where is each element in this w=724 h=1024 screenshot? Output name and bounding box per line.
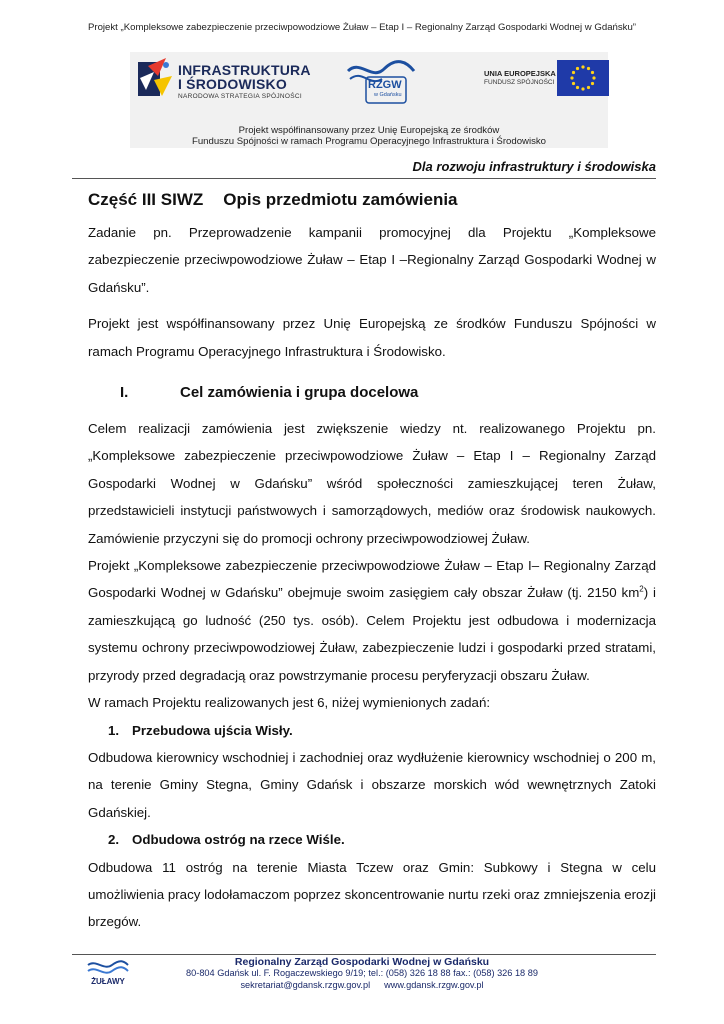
paragraph-goal: Celem realizacji zamówienia jest zwiększenie wiedzy nt. realizowanego Projektu pn. „Kompleksowe zabezpieczenie przeciwpowodziowe Żuław – Etap I – Regionalny Zarząd Gospodarki Wodnej w Gdańsku” wśród społeczności zamieszkującej teren Żuław, przedstawicieli instytucji państwowych i samorządowych, mediów oraz środowisk naukowych. Zamówienie przyczyni się do promocji ochrony przeciwpowodziowej Żuław. — [88, 421, 656, 546]
list-item-title: Odbudowa ostróg na rzece Wiśle. — [132, 832, 345, 848]
section-heading — [88, 378, 656, 408]
eu-flag-icon — [557, 60, 609, 96]
footer-email-link[interactable]: sekretariat@gdansk.rzgw.gov.pl — [240, 980, 371, 990]
eu-label: UNIA EUROPEJSKA — [484, 69, 556, 78]
footer-address: 80-804 Gdańsk ul. F. Rogaczewskiego 9/19; tel.: (058) 326 18 88 fax.: (058) 326 18 89 — [186, 968, 538, 978]
zulawy-logo-text: ŻUŁAWY — [91, 977, 125, 986]
paragraph-item1: Odbudowa kierownicy wschodniej i zachodniej oraz wydłużenie kierownicy wschodniej o 200 m, na terenie Gminy Stegna, Gminy Gdańsk i obszarze morskich wód wewnętrznych Zatoki Gdańskiej. — [88, 749, 656, 820]
header-divider — [72, 178, 656, 179]
paragraph-cofinance: Projekt jest współfinansowany przez Unię Europejską ze środków Funduszu Spójności w ramach Programu Operacyjnego Infrastruktura i Środowisko. — [88, 316, 656, 359]
eu-fund-label: FUNDUSZ SPÓJNOŚCI — [484, 79, 555, 86]
header-project-line: Projekt „Kompleksowe zabezpieczenie przeciwpowodziowe Żuław – Etap I – Regionalny Zarząd Gospodarki Wodnej w Gdańsku” — [87, 22, 636, 33]
title-part: Część III SIWZ — [88, 190, 204, 209]
infrastruktura-title-line2: I ŚRODOWISKO — [178, 76, 287, 92]
logo-banner — [130, 52, 608, 148]
cofinance-line-2: Funduszu Spójności w ramach Programu Operacyjnego Infrastruktura i Środowisko — [191, 136, 547, 147]
list-item — [88, 717, 656, 744]
title-name: Opis przedmiotu zamówienia — [223, 190, 458, 209]
section-number: I. — [120, 384, 129, 402]
section-title: Cel zamówienia i grupa docelowa — [180, 384, 419, 402]
scope-text-a: Projekt „Kompleksowe zabezpieczenie przeciwpowodziowe Żuław – Etap I– Regionalny Zarząd Gospodarki Wodnej w Gdańsku” obejmuje swoim zasięgiem cały obszar Żuław (tj. 2150 km — [88, 558, 656, 601]
paragraph-item2: Odbudowa 11 ostróg na terenie Miasta Tczew oraz Gmin: Subkowy i Stegna w celu umożliwienia pracy lodołamaczom poprzez skoncentrowanie nurtu rzeki oraz zmniejszenia erozji brzegów. — [88, 859, 656, 930]
footer-website-link[interactable]: www.gdansk.rzgw.gov.pl — [384, 980, 484, 990]
paragraph-tasks-intro: W ramach Projektu realizowanych jest 6, niżej wymienionych zadań: — [88, 695, 491, 711]
list-item-number: 2. — [108, 832, 120, 848]
cofinance-line-1: Projekt współfinansowany przez Unię Europejską ze środków — [238, 125, 500, 136]
list-item-number: 1. — [108, 722, 120, 738]
rzgw-logo-name: RZGW — [368, 79, 402, 91]
slogan: Dla rozwoju infrastruktury i środowiska — [412, 159, 656, 174]
scope-text-b: ) i zamieszkującą go ludność (250 tys. osób). Celem Projektu jest odbudowa i modernizacja systemu ochrony przeciwpowodziowej Żuław, zabezpieczenie ludzi i gospodarki przed stratami, przyrody przed degradacją oraz powstrzymanie procesu peryferyzacji obszaru Żuław. — [88, 585, 656, 683]
paragraph-task: Zadanie pn. Przeprowadzenie kampanii promocyjnej dla Projektu „Kompleksowe zabezpieczenie przeciwpowodziowe Żuław – Etap I –Regionalny Zarząd Gospodarki Wodnej w Gdańsku”. — [88, 225, 656, 295]
rzgw-logo-sub: w Gdańsku — [374, 92, 402, 98]
infrastruktura-logo-icon — [136, 56, 178, 104]
infrastruktura-title-line1: INFRASTRUKTURA — [178, 62, 311, 78]
footer-divider — [72, 954, 656, 955]
list-item-title: Przebudowa ujścia Wisły. — [132, 722, 293, 738]
page-title — [88, 190, 458, 210]
list-item — [88, 826, 656, 853]
scope-superscript: 2 — [639, 585, 644, 595]
infrastruktura-subtitle: NARODOWA STRATEGIA SPÓJNOŚCI — [178, 93, 302, 100]
document-body — [88, 219, 656, 936]
footer-contact — [0, 980, 724, 990]
paragraph-project-scope — [88, 552, 656, 689]
footer-org: Regionalny Zarząd Gospodarki Wodnej w Gdańsku — [234, 956, 490, 968]
